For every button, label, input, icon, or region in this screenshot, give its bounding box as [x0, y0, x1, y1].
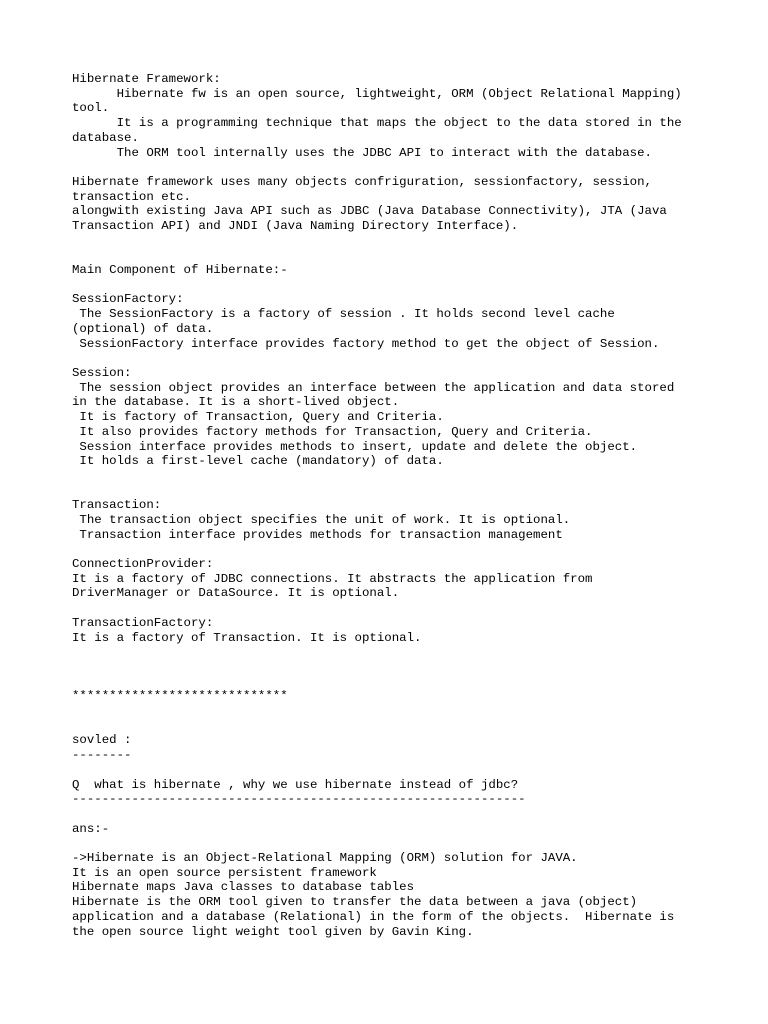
document-line [72, 469, 712, 484]
document-line [72, 234, 712, 249]
document-line: Transaction: [72, 498, 162, 513]
document-line: The SessionFactory is a factory of session . It holds second level cache [72, 307, 615, 322]
document-line: Hibernate Framework: [72, 72, 221, 86]
document-line [72, 278, 712, 293]
document-line: Transaction interface provides methods for transaction management [72, 527, 563, 542]
document-line [72, 645, 712, 660]
document-line: DriverManager or DataSource. It is optional. [72, 586, 400, 601]
document-line: It is a factory of JDBC connections. It abstracts the application from [72, 571, 593, 586]
document-line [72, 351, 712, 366]
document-line: transaction etc. [72, 189, 191, 204]
document-line: alongwith existing Java API such as JDBC (Java Database Connectivity), JTA (Java [72, 204, 667, 219]
document-line: ------------------------------------------------------------- [72, 792, 526, 807]
document-line [72, 719, 712, 734]
document-line [72, 542, 712, 557]
document-line [72, 704, 712, 719]
document-line: Main Component of Hibernate:- [72, 263, 288, 278]
document-line [72, 248, 712, 263]
document-line: tool. [72, 101, 110, 116]
document-line: Q what is hibernate , why we use hibernate instead of jdbc? [72, 777, 519, 792]
document-line: -------- [72, 748, 132, 763]
document-line: sovled : [72, 733, 132, 748]
document-line [72, 484, 712, 499]
document-line: It also provides factory methods for Transaction, Query and Criteria. [72, 424, 593, 439]
document-line: The transaction object specifies the unit of work. It is optional. [72, 512, 571, 527]
document-line: SessionFactory: [72, 292, 184, 307]
document-line: Hibernate maps Java classes to database tables [72, 880, 415, 895]
document-line [72, 763, 712, 778]
document-line: TransactionFactory: [72, 615, 214, 630]
document-line: (optional) of data. [72, 321, 214, 336]
document-line: in the database. It is a short-lived object. [72, 395, 400, 410]
document-line: It holds a first-level cache (mandatory) of data. [72, 454, 444, 469]
document-line [72, 601, 712, 616]
document-line: Session: [72, 365, 132, 380]
document-line: ans:- [72, 821, 110, 836]
document-line: SessionFactory interface provides factory method to get the object of Session. [72, 336, 660, 351]
document-line: It is an open source persistent framework [72, 865, 377, 880]
document-line: Transaction API) and JNDI (Java Naming Directory Interface). [72, 219, 519, 234]
document-line: Hibernate fw is an open source, lightweight, ORM (Object Relational Mapping) [72, 86, 682, 101]
document-line: ->Hibernate is an Object-Relational Mapping (ORM) solution for JAVA. [72, 851, 578, 865]
document-page [72, 72, 712, 939]
document-line: Hibernate framework uses many objects confriguration, sessionfactory, session, [72, 174, 652, 189]
document-line: Session interface provides methods to insert, update and delete the object. [72, 439, 638, 454]
document-line: application and a database (Relational) in the form of the objects. Hibernate is [72, 909, 675, 924]
document-line [72, 836, 712, 851]
document-line: It is factory of Transaction, Query and Criteria. [72, 410, 444, 425]
document-line: The session object provides an interface between the application and data stored [72, 380, 675, 395]
document-line [72, 160, 712, 175]
document-line: database. [72, 130, 139, 145]
document-line: ConnectionProvider: [72, 557, 214, 572]
document-line: It is a programming technique that maps the object to the data stored in the [72, 116, 682, 131]
document-line: the open source light weight tool given by Gavin King. [72, 924, 474, 939]
document-line [72, 807, 712, 822]
document-line: The ORM tool internally uses the JDBC API to interact with the database. [72, 145, 652, 160]
document-line: It is a factory of Transaction. It is optional. [72, 630, 422, 645]
document-line [72, 675, 712, 690]
document-line [72, 660, 712, 675]
document-line: ***************************** [72, 689, 288, 704]
document-line: Hibernate is the ORM tool given to transfer the data between a java (object) [72, 895, 638, 910]
